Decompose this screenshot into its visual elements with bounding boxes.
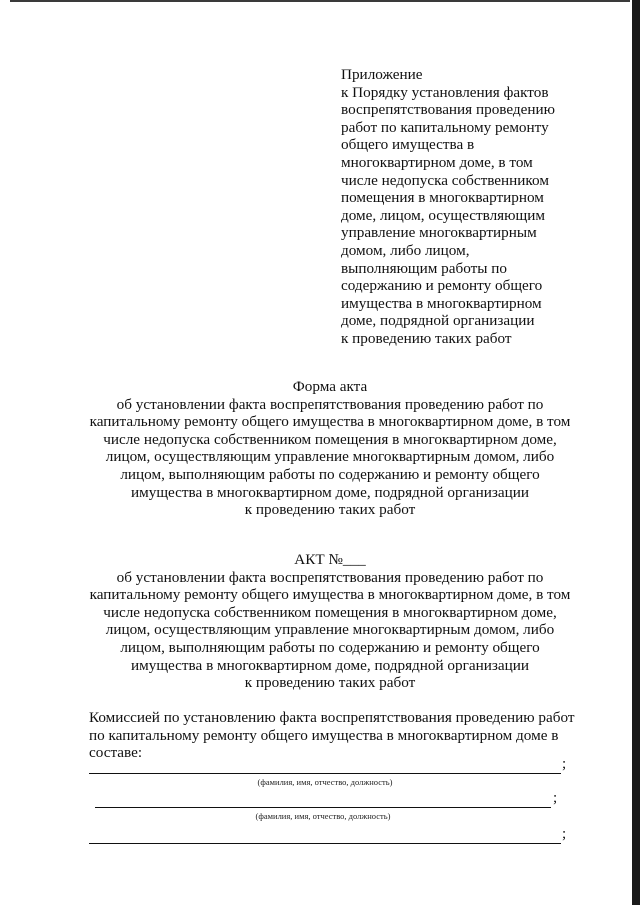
annex-line: воспрепятствования проведению [341,101,555,119]
form-title-line: к проведению таких работ [244,501,416,519]
scan-border-top [10,0,630,2]
commission-line: Комиссией по установлению факта воспрепятствования проведению работ [89,709,575,726]
akt-title-block [60,551,600,692]
akt-title-line: имущества в многоквартирном доме, подрядной организации [131,656,529,674]
blank-line [89,843,561,844]
akt-title-line: об установлении факта воспрепятствования проведению работ по [116,568,544,586]
field-semicolon: ; [553,790,558,806]
blank-line [95,807,551,808]
commission-line: по капитальному ремонту общего имущества в многоквартирном доме в [89,726,559,744]
annex-block [341,66,562,348]
member-field-3[interactable] [89,826,569,847]
commission-paragraph [89,709,575,762]
form-title-line: числе недопуска собственником помещения в многоквартирном доме, [103,430,557,448]
form-title-line: лицом, выполняющим работы по содержанию и ремонту общего [120,465,540,483]
akt-heading: АКТ №___ [294,551,366,568]
form-heading: Форма акта [292,378,368,395]
annex-line: к Порядку установления фактов [341,83,549,101]
akt-title-line: капитальному ремонту общего имущества в многоквартирном доме, в том [89,586,571,604]
blank-line [89,773,561,774]
annex-line: доме, подрядной организации [341,312,535,330]
field-semicolon: ; [562,826,567,842]
annex-line: многоквартирном доме, в том [341,153,533,171]
form-title-line: лицом, осуществляющим управление многоквартирным домом, либо [105,448,555,466]
annex-line: выполняющим работы по [341,259,507,277]
annex-line: числе недопуска собственником [341,171,549,189]
akt-title-line: лицом, осуществляющим управление многоквартирным домом, либо [105,621,555,639]
field-hint: (фамилия, имя, отчество, должность) [255,811,391,821]
annex-line: общего имущества в [341,136,475,154]
annex-line: помещения в многоквартирном [341,189,544,207]
akt-title-line: лицом, выполняющим работы по содержанию и ремонту общего [120,638,540,656]
form-title-line: имущества в многоквартирном доме, подрядной организации [131,483,529,501]
member-field-2[interactable] [95,790,561,811]
scan-border-right [632,0,640,905]
member-field-1[interactable] [89,756,569,777]
annex-line: Приложение [341,66,423,83]
annex-line: содержанию и ремонту общего [341,277,543,295]
annex-line: работ по капитальному ремонту [341,118,549,136]
field-hint: (фамилия, имя, отчество, должность) [257,777,393,787]
annex-line: доме, лицом, осуществляющим [341,206,545,224]
annex-line: управление многоквартирным [341,224,537,242]
annex-line: домом, либо лицом, [341,241,470,259]
akt-title-line: числе недопуска собственником помещения в многоквартирном доме, [103,603,557,621]
annex-line: к проведению таких работ [341,329,512,347]
annex-line: имущества в многоквартирном [341,294,542,312]
commission-line: составе: [89,744,143,762]
akt-title-line: к проведению таких работ [244,674,416,692]
form-title-block [60,378,600,519]
form-title-line: капитальному ремонту общего имущества в многоквартирном доме, в том [89,413,571,431]
form-title-line: об установлении факта воспрепятствования проведению работ по [116,395,544,413]
field-semicolon: ; [562,756,567,772]
